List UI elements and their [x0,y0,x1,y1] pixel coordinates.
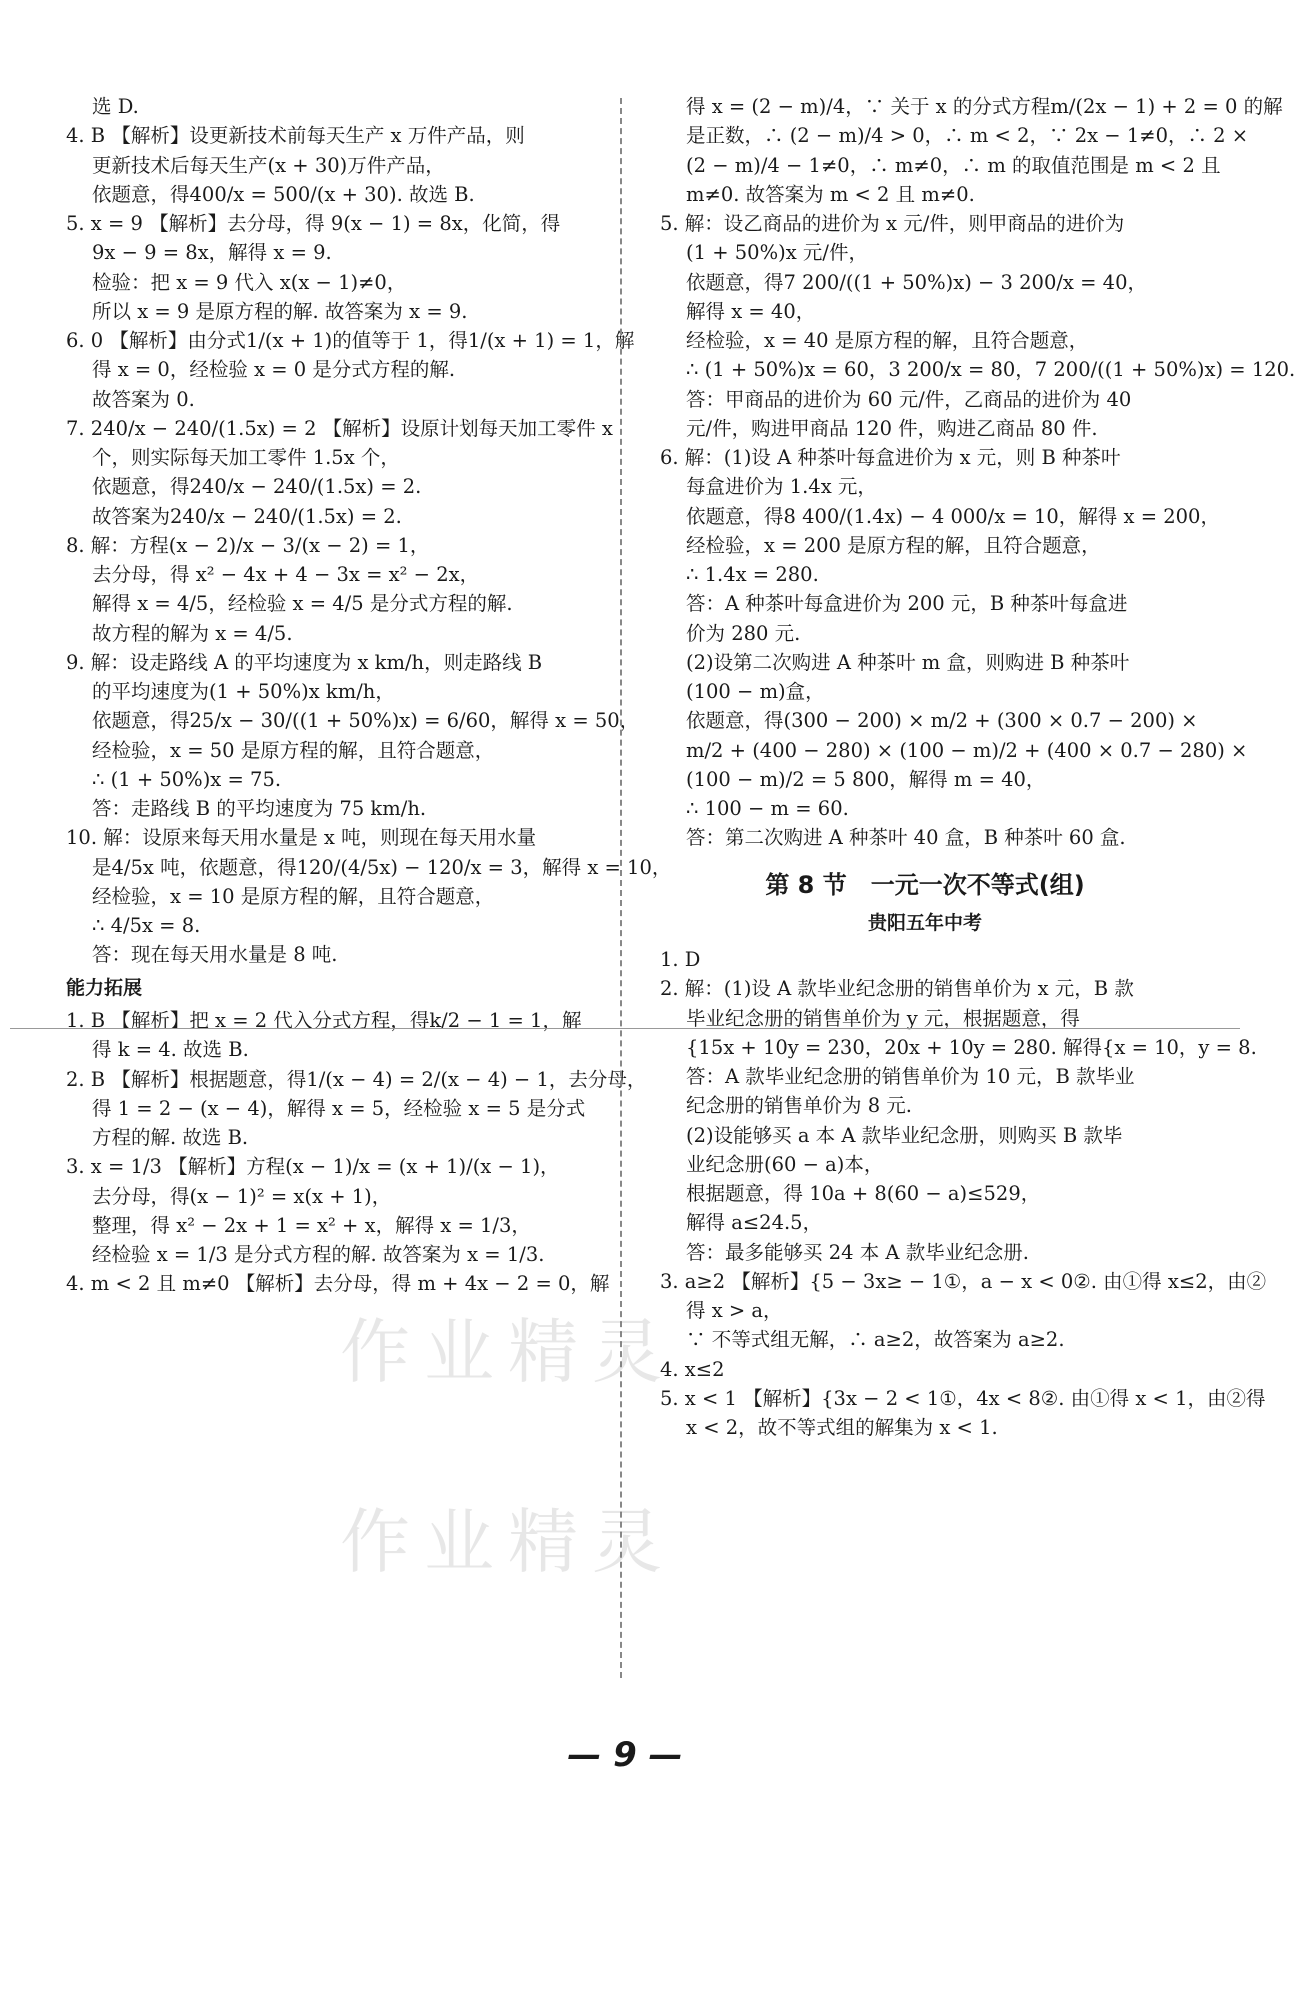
answer-line: 依题意，得7 200/((1 + 50%)x) − 3 200/x = 40， [686,270,1147,294]
answer-line: 是正数，∴ (2 − m)/4 > 0，∴ m < 2，∵ 2x − 1≠0，∴ 2 × [686,124,1249,148]
answer-line: 4. m < 2 且 m≠0 【解析】去分母，得 m + 4x − 2 = 0，解 [66,1272,610,1296]
answer-line: 5. x < 1 【解析】{3x − 2 < 1①，4x < 8②. 由①得 x < 1，由②得 [660,1386,1266,1410]
answer-line: 2. 解：(1)设 A 款毕业纪念册的销售单价为 x 元，B 款 [660,977,1134,1001]
answer-line: 个，则实际每天加工零件 1.5x 个， [92,446,400,469]
answer-line: 1. D [660,948,701,971]
answer-line: ∴ (1 + 50%)x = 75. [92,767,282,791]
answer-line: (1 + 50%)x 元/件， [686,241,868,265]
answer-line: 答：甲商品的进价为 60 元/件，乙商品的进价为 40 [686,387,1132,411]
answer-line: 4. B 【解析】设更新技术前每天生产 x 万件产品，则 [66,124,525,148]
answer-line: 业纪念册(60 − a)本， [686,1152,884,1176]
answer-line: (2)设能够买 a 本 A 款毕业纪念册，则购买 B 款毕 [686,1123,1123,1147]
answer-line: 检验：把 x = 9 代入 x(x − 1)≠0， [92,270,407,294]
answer-line: 答：现在每天用水量是 8 吨. [92,943,338,967]
answer-line: 答：A 款毕业纪念册的销售单价为 10 元，B 款毕业 [686,1065,1135,1088]
answer-line: 故方程的解为 x = 4/5. [92,621,293,645]
subheading: 能力拓展 [66,976,143,999]
answer-line: 得 k = 4. 故选 B. [92,1038,249,1062]
answer-line: 价为 280 元. [686,621,801,645]
left-column [66,92,672,1299]
answer-line: 3. x = 1/3 【解析】方程(x − 1)/x = (x + 1)/(x − 1)， [66,1155,560,1179]
answer-line: {15x + 10y = 230，20x + 10y = 280. 解得{x = 10，y = 8. [686,1035,1257,1059]
answer-line: 解得 a≤24.5， [686,1211,823,1235]
answer-line: 方程的解. 故选 B. [92,1126,249,1149]
answer-line: ∴ 4/5x = 8. [92,914,201,937]
answer-line: m/2 + (400 − 280) × (100 − m)/2 + (400 × 0.7 − 280) × [686,738,1248,762]
section-title: 第 8 节 一元一次不等式(组) [765,870,1085,899]
answer-line: 答：第二次购进 A 种茶叶 40 盒，B 种茶叶 60 盒. [686,826,1126,850]
answer-line: 依题意，得(300 − 200) × m/2 + (300 × 0.7 − 200) × [686,709,1198,733]
answer-line: m≠0. 故答案为 m < 2 且 m≠0. [686,182,975,206]
answer-line: 经检验，x = 200 是原方程的解，且符合题意， [686,533,1101,557]
answer-line: 故答案为240/x − 240/(1.5x) = 2. [92,504,402,528]
cut-line [10,1028,1240,1029]
answer-line: 答：走路线 B 的平均速度为 75 km/h. [92,797,427,820]
answer-line: (2)设第二次购进 A 种茶叶 m 盒，则购进 B 种茶叶 [686,650,1130,674]
answer-line: 答：A 种茶叶每盒进价为 200 元，B 种茶叶每盒进 [686,592,1128,616]
answer-line: ∴ (1 + 50%)x = 60，3 200/x = 80，7 200/((1 + 50%)x) = 120. [686,358,1295,382]
section-subtitle: 贵阳五年中考 [867,911,982,934]
answer-line: 选 D. [92,95,139,118]
answer-line: 经检验，x = 50 是原方程的解，且符合题意， [92,738,495,762]
answer-line: ∴ 1.4x = 280. [686,563,819,586]
answer-line: 1. B 【解析】把 x = 2 代入分式方程，得k/2 − 1 = 1，解 [66,1009,582,1032]
watermark: 作业精灵 [340,1311,676,1393]
answer-line: 毕业纪念册的销售单价为 y 元，根据题意，得 [686,1006,1080,1030]
answer-line: 10. 解：设原来每天用水量是 x 吨，则现在每天用水量 [66,826,537,850]
right-column [660,92,1295,1442]
answer-line: 依题意，得240/x − 240/(1.5x) = 2. [92,475,422,499]
answer-line: 所以 x = 9 是原方程的解. 故答案为 x = 9. [92,299,468,323]
answer-line: 2. B 【解析】根据题意，得1/(x − 4) = 2/(x − 4) − 1，去分母， [66,1067,647,1091]
answer-line: 依题意，得400/x = 500/(x + 30). 故选 B. [92,182,475,206]
answer-line: 纪念册的销售单价为 8 元. [686,1094,913,1118]
answer-line: 6. 0 【解析】由分式1/(x + 1)的值等于 1，得1/(x + 1) = 1，解 [66,329,635,352]
watermark: 作业精灵 [340,1501,676,1583]
page-number: — 9 — [567,1735,683,1775]
answer-line: 每盒进价为 1.4x 元， [686,475,877,499]
answer-line: 得 x = 0，经检验 x = 0 是分式方程的解. [92,358,456,382]
answer-line: 去分母，得(x − 1)² = x(x + 1)， [92,1184,392,1208]
answer-line: 经检验，x = 10 是原方程的解，且符合题意， [92,884,495,908]
answer-line: 依题意，得8 400/(1.4x) − 4 000/x = 10，解得 x = 200， [686,504,1220,528]
answer-line: 的平均速度为(1 + 50%)x km/h， [92,680,395,703]
answer-line: 得 x = (2 − m)/4，∵ 关于 x 的分式方程m/(2x − 1) + 2 = 0 的解 [686,95,1283,118]
answer-line: 是4/5x 吨，依题意，得120/(4/5x) − 120/x = 3，解得 x = 10， [92,855,672,879]
answer-line: 4. x≤2 [660,1357,725,1381]
answer-line: 6. 解：(1)设 A 种茶叶每盒进价为 x 元，则 B 种茶叶 [660,446,1121,469]
answer-line: 得 x > a， [686,1299,783,1322]
answer-line: 元/件，购进甲商品 120 件，购进乙商品 80 件. [686,416,1098,440]
answer-line: 解得 x = 40， [686,299,816,323]
answer-line: 8. 解：方程(x − 2)/x − 3/(x − 2) = 1， [66,533,430,557]
answer-line: 9. 解：设走路线 A 的平均速度为 x km/h，则走路线 B [66,650,543,674]
answer-line: 依题意，得25/x − 30/((1 + 50%)x) = 6/60，解得 x = 50， [92,709,640,733]
answer-line: 7. 240/x − 240/(1.5x) = 2 【解析】设原计划每天加工零件 x [66,416,613,440]
answer-line: ∵ 不等式组无解，∴ a≥2，故答案为 a≥2. [686,1328,1065,1352]
answer-line: 故答案为 0. [92,387,195,411]
answer-line: 经检验 x = 1/3 是分式方程的解. 故答案为 x = 1/3. [92,1243,545,1266]
answer-line: 3. a≥2 【解析】{5 − 3x≥ − 1①，a − x < 0②. 由①得 x≤2，由② [660,1269,1267,1293]
answer-line: x < 2，故不等式组的解集为 x < 1. [686,1416,998,1439]
answer-line: ∴ 100 − m = 60. [686,797,849,820]
answer-line: 得 1 = 2 − (x − 4)，解得 x = 5，经检验 x = 5 是分式 [92,1096,586,1120]
answer-line: 5. x = 9 【解析】去分母，得 9(x − 1) = 8x，化简，得 [66,212,561,235]
answer-line: 答：最多能够买 24 本 A 款毕业纪念册. [686,1240,1029,1264]
answer-line: 解得 x = 4/5，经检验 x = 4/5 是分式方程的解. [92,592,513,616]
answer-line: 9x − 9 = 8x，解得 x = 9. [92,241,332,265]
column-divider [620,98,622,1678]
answer-line: 去分母，得 x² − 4x + 4 − 3x = x² − 2x， [92,563,480,586]
answer-line: 更新技术后每天生产(x + 30)万件产品， [92,153,445,177]
answer-line: (100 − m)/2 = 5 800，解得 m = 40， [686,767,1046,791]
answer-line: (2 − m)/4 − 1≠0，∴ m≠0，∴ m 的取值范围是 m < 2 且 [686,153,1221,177]
answer-line: 整理，得 x² − 2x + 1 = x² + x，解得 x = 1/3， [92,1213,531,1237]
answer-line: 5. 解：设乙商品的进价为 x 元/件，则甲商品的进价为 [660,212,1125,235]
answer-line: (100 − m)盒， [686,680,825,703]
answer-line: 根据题意，得 10a + 8(60 − a)≤529， [686,1182,1041,1205]
answer-line: 经检验，x = 40 是原方程的解，且符合题意， [686,329,1089,352]
